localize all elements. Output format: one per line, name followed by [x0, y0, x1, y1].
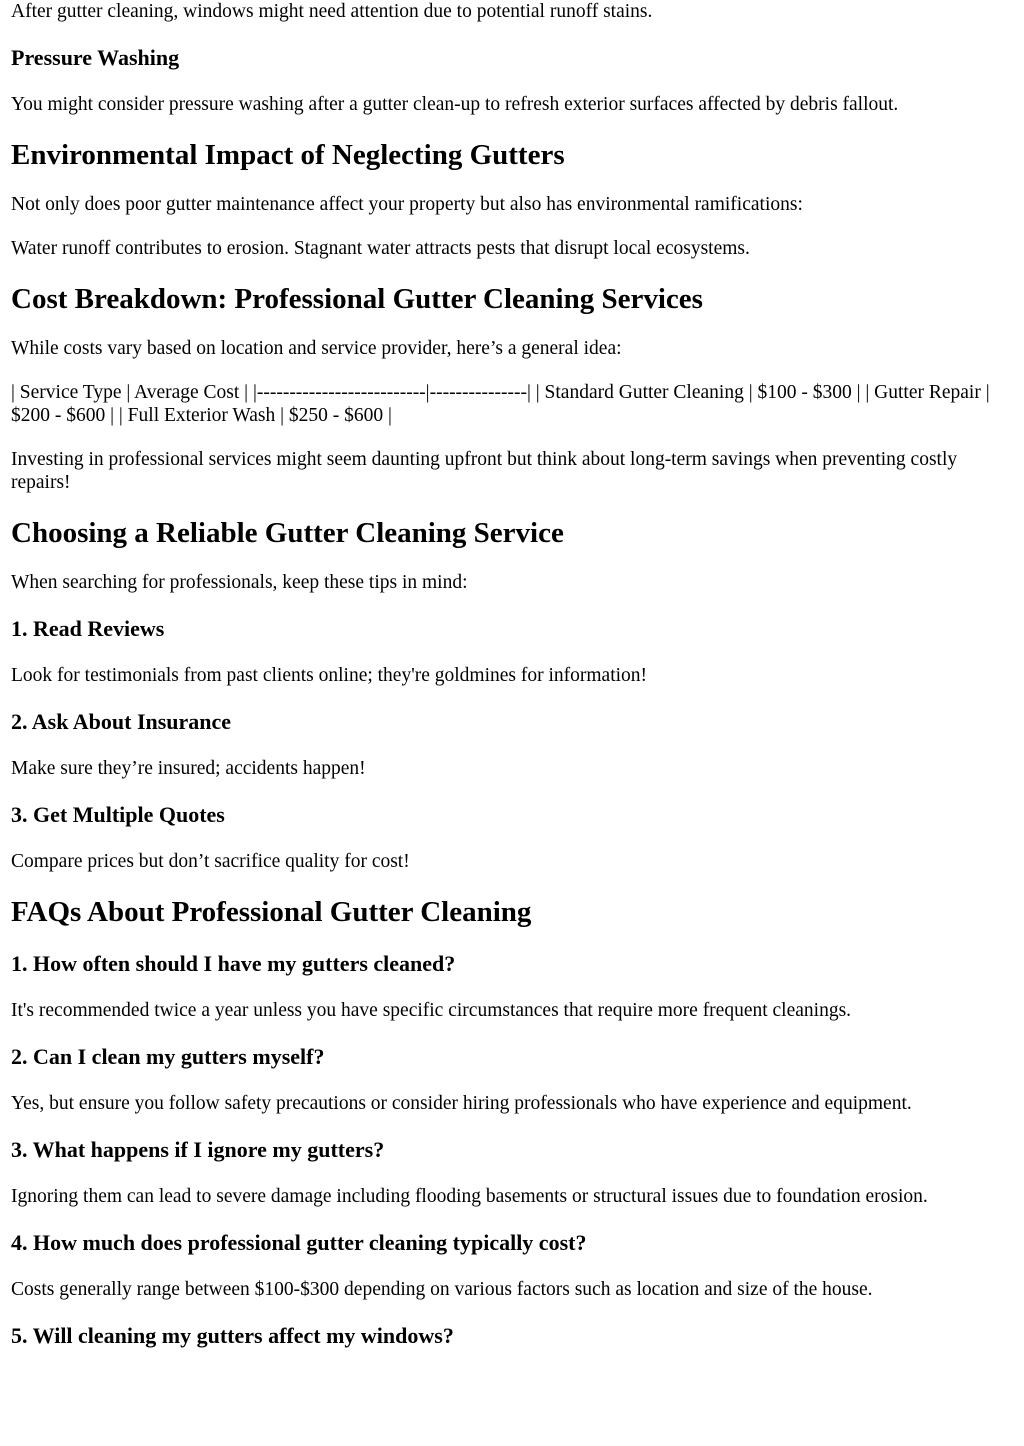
heading-read-reviews: 1. Read Reviews: [11, 616, 165, 641]
paragraph-cost-table-text: | Service Type | Average Cost | |--------------------------|---------------| | Standard Gutter Cleaning | $100 - $300 | | Gutter Repair | $200 - $600 | | Full Exterior Wash | $250 - $600 |: [11, 382, 990, 426]
faq-question-4: 4. How much does professional gutter cleaning typically cost?: [11, 1230, 587, 1255]
paragraph-water-runoff: Water runoff contributes to erosion. Stagnant water attracts pests that disrupt local ecosystems.: [11, 238, 750, 259]
paragraph-tips-intro: When searching for professionals, keep these tips in mind:: [11, 572, 468, 593]
paragraph-window-runoff: After gutter cleaning, windows might need attention due to potential runoff stains.: [11, 1, 653, 22]
paragraph-investing: Investing in professional services might seem daunting upfront but think about long-term savings when preventing costly repairs!: [11, 449, 958, 493]
faq-question-2: 2. Can I clean my gutters myself?: [11, 1044, 325, 1069]
faq-answer-4: Costs generally range between $100-$300 depending on various factors such as location and size of the house.: [11, 1279, 873, 1300]
paragraph-cost-intro: While costs vary based on location and service provider, here’s a general idea:: [11, 338, 622, 359]
paragraph-ask-insurance: Make sure they’re insured; accidents happen!: [11, 758, 366, 779]
heading-cost-breakdown: Cost Breakdown: Professional Gutter Cleaning Services: [11, 283, 703, 315]
heading-pressure-washing: Pressure Washing: [11, 45, 180, 70]
heading-faqs: FAQs About Professional Gutter Cleaning: [11, 896, 532, 928]
paragraph-multiple-quotes: Compare prices but don’t sacrifice quality for cost!: [11, 851, 410, 872]
faq-question-1: 1. How often should I have my gutters cleaned?: [11, 951, 456, 976]
faq-question-5: 5. Will cleaning my gutters affect my windows?: [11, 1323, 454, 1348]
heading-ask-insurance: 2. Ask About Insurance: [11, 709, 232, 734]
paragraph-pressure-washing: You might consider pressure washing after a gutter clean-up to refresh exterior surfaces affected by debris fallout.: [11, 94, 899, 115]
faq-question-3: 3. What happens if I ignore my gutters?: [11, 1137, 385, 1162]
faq-answer-3: Ignoring them can lead to severe damage including flooding basements or structural issues due to foundation erosion.: [11, 1186, 928, 1207]
heading-multiple-quotes: 3. Get Multiple Quotes: [11, 802, 225, 827]
paragraph-environmental-intro: Not only does poor gutter maintenance affect your property but also has environmental ramifications:: [11, 194, 803, 215]
heading-choosing-service: Choosing a Reliable Gutter Cleaning Service: [11, 517, 564, 549]
faq-answer-1: It's recommended twice a year unless you have specific circumstances that require more frequent cleanings.: [11, 1000, 852, 1021]
paragraph-read-reviews: Look for testimonials from past clients online; they're goldmines for information!: [11, 665, 648, 686]
heading-environmental-impact: Environmental Impact of Neglecting Gutters: [11, 139, 565, 171]
faq-answer-2: Yes, but ensure you follow safety precautions or consider hiring professionals who have experience and equipment.: [11, 1093, 912, 1114]
